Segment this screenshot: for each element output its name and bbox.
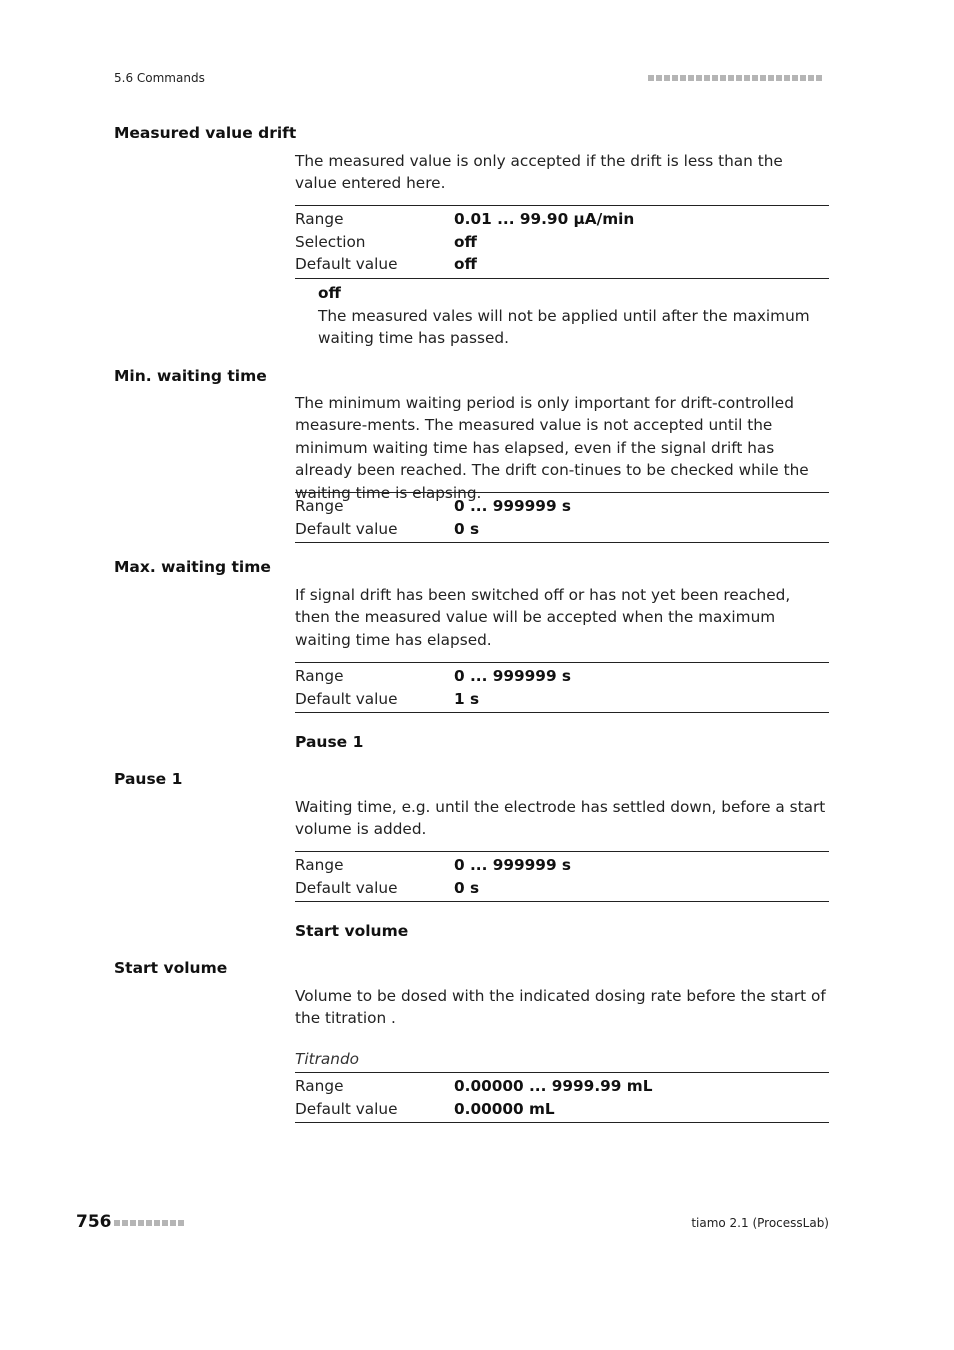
table-row xyxy=(295,231,829,254)
row-label: Range xyxy=(295,1077,344,1096)
table-row xyxy=(295,208,829,231)
row-value: 0 s xyxy=(454,519,480,538)
table-row xyxy=(295,518,829,541)
row-value: off xyxy=(454,232,477,251)
row-value: 0 ... 999999 s xyxy=(454,856,572,875)
row-label: Range xyxy=(295,667,344,686)
table-row xyxy=(295,665,829,688)
table-row xyxy=(295,688,829,711)
row-value: 1 s xyxy=(454,689,480,708)
row-value: 0.00000 mL xyxy=(454,1099,555,1118)
row-label: Default value xyxy=(295,878,398,897)
table-row xyxy=(295,253,829,276)
row-value: 0 s xyxy=(454,878,480,897)
row-value: 0.00000 ... 9999.99 mL xyxy=(454,1077,653,1096)
row-label: Default value xyxy=(295,519,398,538)
param-title-drift: Measured value drift xyxy=(114,124,297,142)
footer-decoration-dots xyxy=(114,1220,184,1226)
group-heading-pause1: Pause 1 xyxy=(295,733,364,751)
param-table-drift xyxy=(295,205,829,279)
table-row xyxy=(295,877,829,900)
row-label: Range xyxy=(295,856,344,875)
row-value: off xyxy=(454,255,477,274)
row-label: Default value xyxy=(295,689,398,708)
row-value: 0 ... 999999 s xyxy=(454,497,572,516)
running-header-section: 5.6 Commands xyxy=(114,71,205,85)
param-description-start-volume: Volume to be dosed with the indicated dosing rate before the start of the titration . xyxy=(295,987,826,1028)
param-title-start-volume: Start volume xyxy=(114,959,228,977)
param-table-start-volume xyxy=(295,1072,829,1123)
table-caption-titrando: Titrando xyxy=(295,1050,360,1068)
row-label: Default value xyxy=(295,1099,398,1118)
param-title-max-wait: Max. waiting time xyxy=(114,558,271,576)
param-table-max-wait xyxy=(295,662,829,713)
row-label: Range xyxy=(295,210,344,229)
row-label: Selection xyxy=(295,232,366,251)
row-value: 0 ... 999999 s xyxy=(454,667,572,686)
param-description-pause1: Waiting time, e.g. until the electrode has settled down, before a start volume is added. xyxy=(295,798,826,839)
table-row xyxy=(295,854,829,877)
param-description-drift: The measured value is only accepted if the drift is less than the value entered here. xyxy=(295,152,783,193)
page-number: 756 xyxy=(76,1212,112,1232)
row-label: Default value xyxy=(295,255,398,274)
param-description-min-wait: The minimum waiting period is only important for drift-controlled measure-ments. The measured value is not accepted until the minimum waiting time has elapsed, even if the signal drift has already been reached. The drift con-tinues to be checked while the waiting time is elapsing. xyxy=(295,394,809,502)
row-label: Range xyxy=(295,497,344,516)
option-title-off: off xyxy=(318,284,341,302)
row-value: 0.01 ... 99.90 µA/min xyxy=(454,210,635,229)
param-title-pause1: Pause 1 xyxy=(114,770,183,788)
option-description-off: The measured vales will not be applied until after the maximum waiting time has passed. xyxy=(318,307,810,348)
param-table-min-wait xyxy=(295,492,829,543)
footer-product-name: tiamo 2.1 (ProcessLab) xyxy=(691,1216,829,1230)
table-row xyxy=(295,495,829,518)
group-heading-start-volume: Start volume xyxy=(295,922,409,940)
header-decoration-dots xyxy=(648,75,822,81)
param-title-min-wait: Min. waiting time xyxy=(114,367,267,385)
param-table-pause1 xyxy=(295,851,829,902)
param-description-max-wait: If signal drift has been switched off or has not yet been reached, then the measured value will be accepted when the maximum waiting time has elapsed. xyxy=(295,586,791,649)
table-row xyxy=(295,1075,829,1098)
table-row xyxy=(295,1098,829,1121)
